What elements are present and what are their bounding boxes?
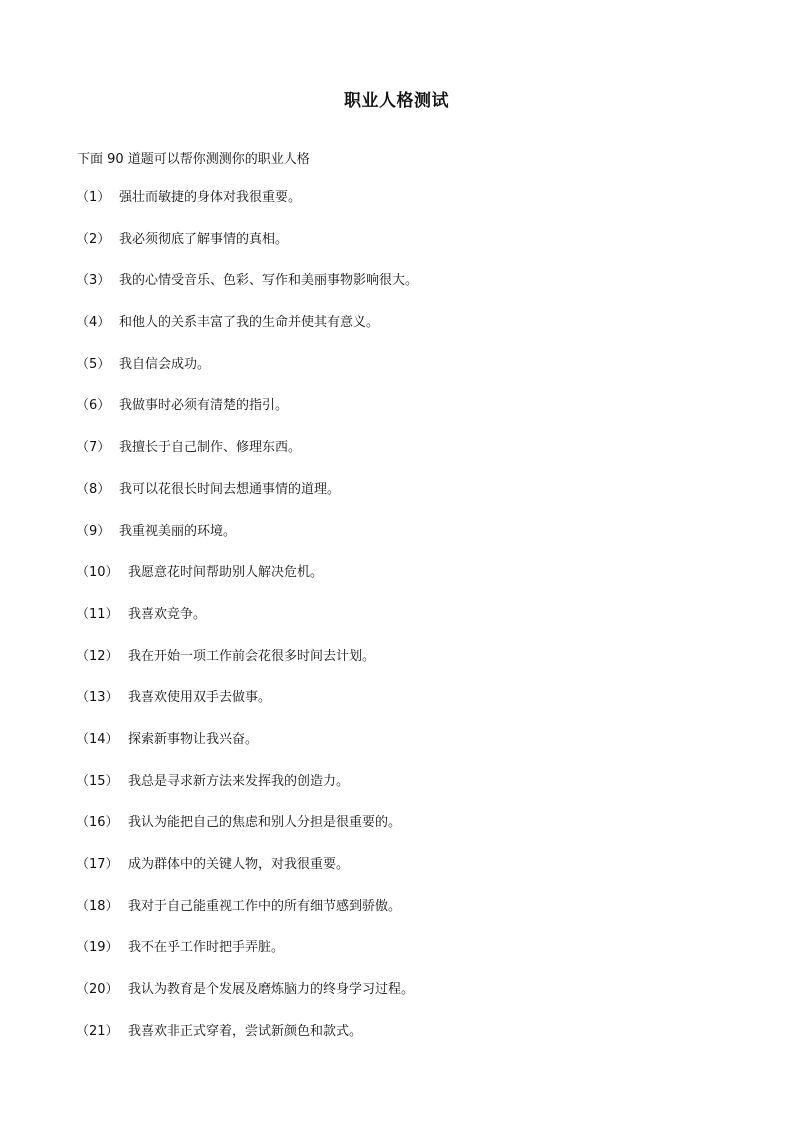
question-item	[76, 688, 418, 730]
question-number: （15）	[76, 773, 119, 789]
question-number: （1）	[76, 190, 111, 205]
question-item	[76, 438, 418, 480]
question-text: 我愿意花时间帮助别人解决危机。	[128, 565, 324, 581]
question-item	[76, 522, 418, 564]
question-number: （4）	[76, 315, 111, 331]
question-number: （21）	[76, 1023, 119, 1039]
question-item	[76, 271, 418, 313]
question-item	[76, 647, 418, 689]
question-text: 我擅长于自己制作、修理东西。	[119, 440, 302, 456]
question-number: （11）	[76, 606, 119, 622]
question-text: 我在开始一项工作前会花很多时间去计划。	[128, 648, 376, 664]
question-number: （10）	[76, 565, 119, 581]
intro-text: 下面 90 道题可以帮你测测你的职业人格	[77, 152, 310, 167]
question-text: 我自信会成功。	[119, 356, 211, 372]
question-item	[76, 188, 418, 230]
question-text: 我做事时必须有清楚的指引。	[119, 398, 289, 414]
question-number: （16）	[76, 815, 119, 831]
question-number: （17）	[76, 857, 119, 872]
question-number: （6）	[76, 398, 111, 414]
question-number: （9）	[76, 523, 111, 539]
question-item	[76, 980, 418, 1022]
question-text: 我总是寻求新方法来发挥我的创造力。	[128, 773, 350, 789]
question-number: （8）	[76, 481, 111, 497]
question-item	[76, 563, 418, 605]
question-number: （20）	[76, 982, 119, 998]
question-number: （19）	[76, 940, 119, 956]
question-text: 我重视美丽的环境。	[119, 523, 237, 539]
question-item	[76, 855, 418, 897]
question-text: 我不在乎工作时把手弄脏。	[128, 940, 285, 956]
question-item	[76, 772, 418, 814]
question-item	[76, 355, 418, 397]
question-text: 我必须彻底了解事情的真相。	[119, 231, 289, 247]
question-item	[76, 230, 418, 272]
question-text: 探索新事物让我兴奋。	[128, 731, 259, 747]
question-number: （18）	[76, 898, 119, 914]
question-item	[76, 396, 418, 438]
question-item	[76, 897, 418, 939]
question-item	[76, 313, 418, 355]
question-item	[76, 480, 418, 522]
question-item	[76, 605, 418, 647]
question-text: 我喜欢竞争。	[128, 606, 207, 622]
question-number: （7）	[76, 440, 111, 456]
question-text: 我认为教育是个发展及磨炼脑力的终身学习过程。	[128, 982, 415, 998]
question-text: 我喜欢非正式穿着，尝试新颜色和款式。	[128, 1023, 363, 1039]
page-title: 职业人格测试	[344, 91, 449, 111]
question-text: 成为群体中的关键人物，对我很重要。	[128, 857, 350, 872]
question-number: （5）	[76, 356, 111, 372]
question-text: 我可以花很长时间去想通事情的道理。	[119, 481, 341, 497]
question-item	[76, 813, 418, 855]
question-text: 我对于自己能重视工作中的所有细节感到骄傲。	[128, 898, 402, 914]
question-text: 我认为能把自己的焦虑和别人分担是很重要的。	[128, 815, 402, 831]
question-item	[76, 938, 418, 980]
question-text: 和他人的关系丰富了我的生命并使其有意义。	[119, 315, 380, 331]
question-number: （12）	[76, 648, 119, 664]
question-text: 强壮而敏捷的身体对我很重要。	[119, 190, 302, 205]
question-text: 我的心情受音乐、色彩、写作和美丽事物影响很大。	[119, 273, 419, 289]
question-number: （3）	[76, 273, 111, 289]
question-number: （14）	[76, 731, 119, 747]
question-item	[76, 730, 418, 772]
question-number: （2）	[76, 231, 111, 247]
question-number: （13）	[76, 690, 119, 706]
question-item	[76, 1022, 418, 1064]
question-list	[76, 188, 418, 1063]
question-text: 我喜欢使用双手去做事。	[128, 690, 272, 706]
